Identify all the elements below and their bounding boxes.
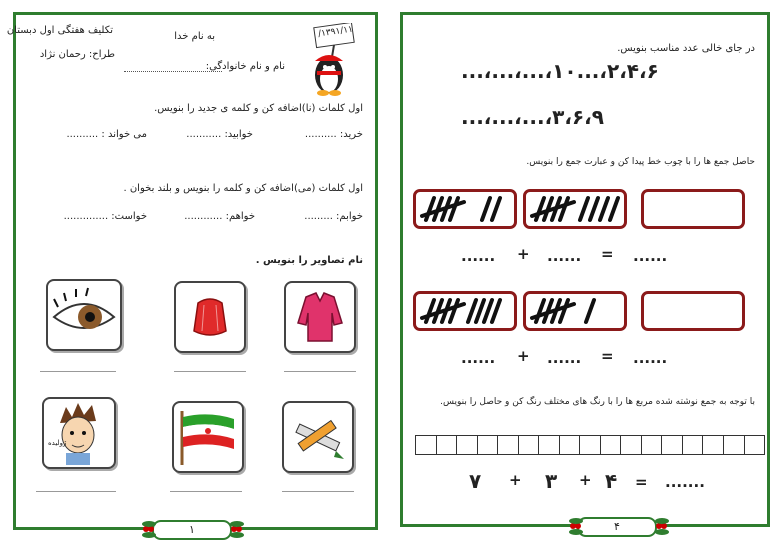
- q1-word-2[interactable]: خوابید: ...........: [186, 129, 253, 140]
- plus-sign: +: [579, 471, 592, 489]
- worksheet-page-1: [6, 12, 378, 536]
- q1-title: در جای خالی عدد مناسب بنویس.: [617, 43, 755, 54]
- equals-sign: =: [601, 245, 614, 263]
- tally-marks: [526, 294, 624, 328]
- q1-title: اول کلمات (نا)اضافه کن و کلمه ی جدید را بنویس.: [154, 103, 363, 114]
- answer-line-eye[interactable]: [40, 371, 116, 372]
- answer-line-pencils[interactable]: [282, 491, 354, 492]
- tally-answer-box[interactable]: [641, 189, 745, 229]
- q2-word-1[interactable]: خوابم: .........: [304, 211, 363, 222]
- q1-word-1[interactable]: خرید: ..........: [304, 129, 363, 140]
- plus-sign: +: [509, 471, 522, 489]
- boy-card: [42, 397, 116, 469]
- color-grid[interactable]: [415, 435, 765, 455]
- designer-credit: طراح: رحمان نژاد: [39, 49, 115, 60]
- sequence-2[interactable]: ۳،۶،۹،...،...،...: [461, 105, 604, 129]
- answer-line-jacket[interactable]: [284, 371, 356, 372]
- equals-sign: =: [601, 347, 614, 365]
- tally-box-5-1: [523, 291, 627, 331]
- q2-title: اول کلمات (می)اضافه کن و کلمه را بنویس و بلند بخوان .: [123, 183, 363, 194]
- pencils-icon: [284, 403, 352, 471]
- page-number: ۴: [577, 517, 657, 537]
- tally-box-5-2: [413, 189, 517, 229]
- final-term-a: ۷: [469, 469, 482, 493]
- date-sign: ۱۳۹۱/۱۱/: [317, 24, 354, 40]
- page-number: ۱: [152, 520, 232, 540]
- plus-sign: +: [517, 245, 530, 263]
- iran-flag-icon: [174, 403, 242, 471]
- blank-3[interactable]: ......: [633, 247, 668, 265]
- jacket-icon: [286, 283, 354, 351]
- tally-marks: [416, 192, 514, 226]
- final-term-c: ۴: [605, 469, 618, 493]
- tally-answer-box[interactable]: [641, 291, 745, 331]
- flag-card: [172, 401, 244, 473]
- tally-marks: [416, 294, 514, 328]
- blank-5[interactable]: ......: [547, 349, 582, 367]
- holly-icon: [653, 517, 671, 535]
- q3-title: با توجه به جمع نوشته شده مربع ها را با رنگ های مختلف رنگ کن و حاصل را بنویس.: [440, 397, 755, 407]
- eye-icon: [48, 281, 120, 349]
- blank-2[interactable]: ......: [547, 247, 582, 265]
- q3-title: نام تصاویر را بنویس .: [255, 255, 363, 266]
- q2-title: حاصل جمع ها را با چوب خط پیدا کن و عبارت جمع را بنویس.: [526, 157, 755, 167]
- tally-marks: [526, 192, 624, 226]
- jelly-card: [174, 281, 246, 353]
- holly-icon: [567, 517, 585, 535]
- worksheet-page-4: [400, 12, 770, 533]
- eye-card: [46, 279, 122, 351]
- name-label: نام و نام خانوادگی:: [205, 61, 285, 72]
- plus-sign: +: [517, 347, 530, 365]
- header-title: تکلیف هفتگی اول دبستان: [6, 25, 113, 36]
- answer-line-boy[interactable]: [36, 491, 116, 492]
- final-term-b: ۳: [545, 469, 558, 493]
- answer-line-flag[interactable]: [170, 491, 242, 492]
- holly-icon: [228, 520, 246, 538]
- pencils-card: [282, 401, 354, 473]
- q2-word-2[interactable]: خواهم: ............: [184, 211, 255, 222]
- blank-4[interactable]: ......: [461, 349, 496, 367]
- tally-box-9: [413, 291, 517, 331]
- boy-caption: ژولیده: [48, 439, 67, 447]
- blank-1[interactable]: ......: [461, 247, 496, 265]
- q1-word-3[interactable]: می خواند : ..........: [66, 129, 147, 140]
- q2-word-3[interactable]: خواست: ..............: [63, 211, 147, 222]
- sequence-1[interactable]: ۲،۴،۶،...۱۰،...،...،...: [461, 59, 659, 83]
- equals-sign: =: [635, 473, 648, 491]
- name-field[interactable]: [124, 71, 222, 72]
- tally-box-5-4: [523, 189, 627, 229]
- jelly-icon: [176, 283, 244, 351]
- holly-icon: [140, 520, 158, 538]
- bismillah: به نام خدا: [174, 31, 215, 42]
- final-result-blank[interactable]: .......: [665, 473, 705, 491]
- answer-line-jelly[interactable]: [174, 371, 246, 372]
- messy-hair-boy-icon: [44, 399, 114, 467]
- blank-6[interactable]: ......: [633, 349, 668, 367]
- jacket-card: [284, 281, 356, 353]
